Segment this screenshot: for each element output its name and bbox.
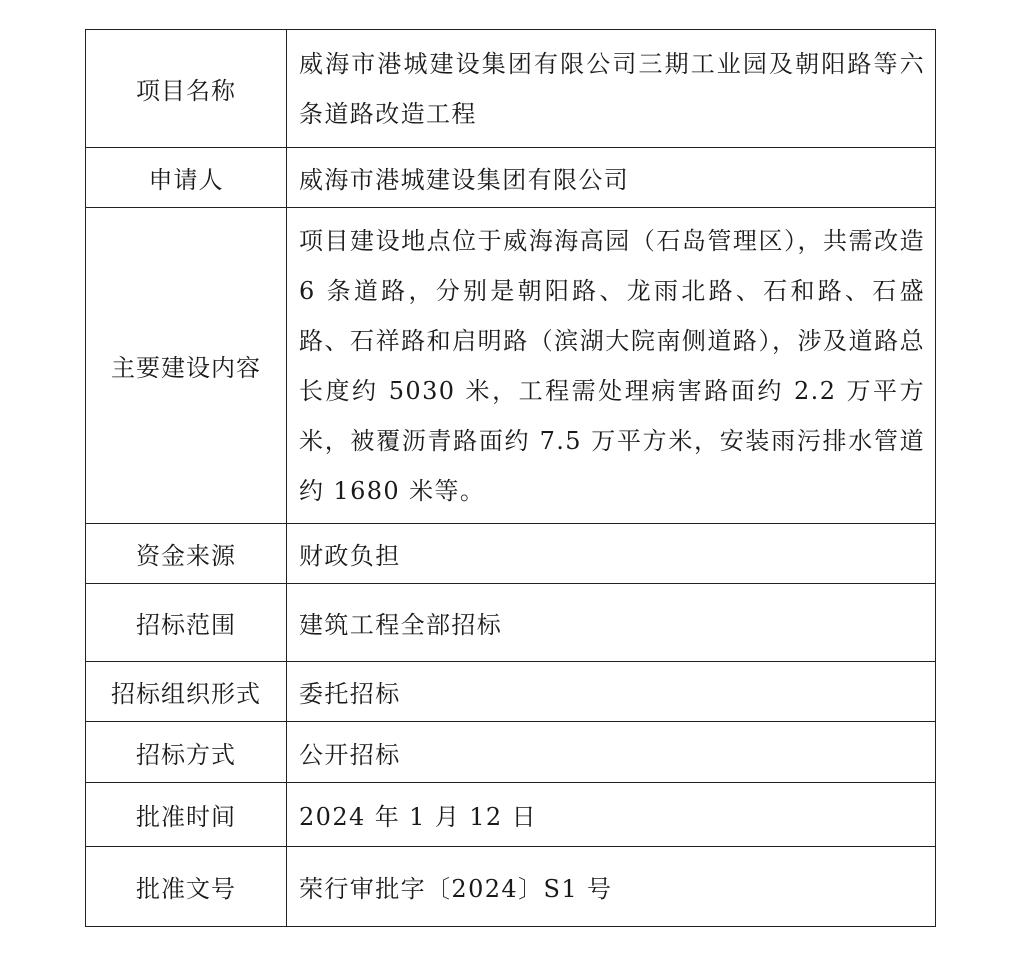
table-row-funding-source (86, 524, 936, 584)
table-row-project-name (86, 30, 936, 148)
construction-content-text: 项目建设地点位于威海海高园（石岛管理区），共需改造 6 条道路，分别是朝阳路、龙雨北路、石和路、石盛路、石祥路和启明路（滨湖大院南侧道路），涉及道路总长度约 5030 米，工程需处理病害路面约 2.2 万平方米，被覆沥青路面约 7.5 万平方米，安装雨污排水管道约 1680 米等。 (299, 226, 925, 505)
project-info-table (85, 29, 936, 927)
table-row-construction-content (86, 208, 936, 524)
bidding-scope-value: 建筑工程全部招标 (287, 584, 936, 662)
bidding-organization-label: 招标组织形式 (86, 662, 287, 722)
table-row-approval-number (86, 847, 936, 927)
construction-content-value (287, 208, 936, 524)
funding-source-value: 财政负担 (287, 524, 936, 584)
bidding-method-label: 招标方式 (86, 722, 287, 783)
bidding-scope-label: 招标范围 (86, 584, 287, 662)
project-name-value (287, 30, 936, 148)
applicant-value: 威海市港城建设集团有限公司 (287, 148, 936, 208)
table-row-bidding-organization (86, 662, 936, 722)
table-row-applicant (86, 148, 936, 208)
project-name-label: 项目名称 (86, 30, 287, 148)
construction-content-label: 主要建设内容 (86, 208, 287, 524)
approval-date-value: 2024 年 1 月 12 日 (287, 783, 936, 847)
approval-number-value: 荣行审批字〔2024〕S1 号 (287, 847, 936, 927)
bidding-method-value: 公开招标 (287, 722, 936, 783)
bidding-organization-value: 委托招标 (287, 662, 936, 722)
project-name-text: 威海市港城建设集团有限公司三期工业园及朝阳路等六条道路改造工程 (299, 49, 925, 128)
table-row-approval-date (86, 783, 936, 847)
funding-source-label: 资金来源 (86, 524, 287, 584)
table-row-bidding-method (86, 722, 936, 783)
table-row-bidding-scope (86, 584, 936, 662)
approval-date-label: 批准时间 (86, 783, 287, 847)
approval-number-label: 批准文号 (86, 847, 287, 927)
applicant-label: 申请人 (86, 148, 287, 208)
